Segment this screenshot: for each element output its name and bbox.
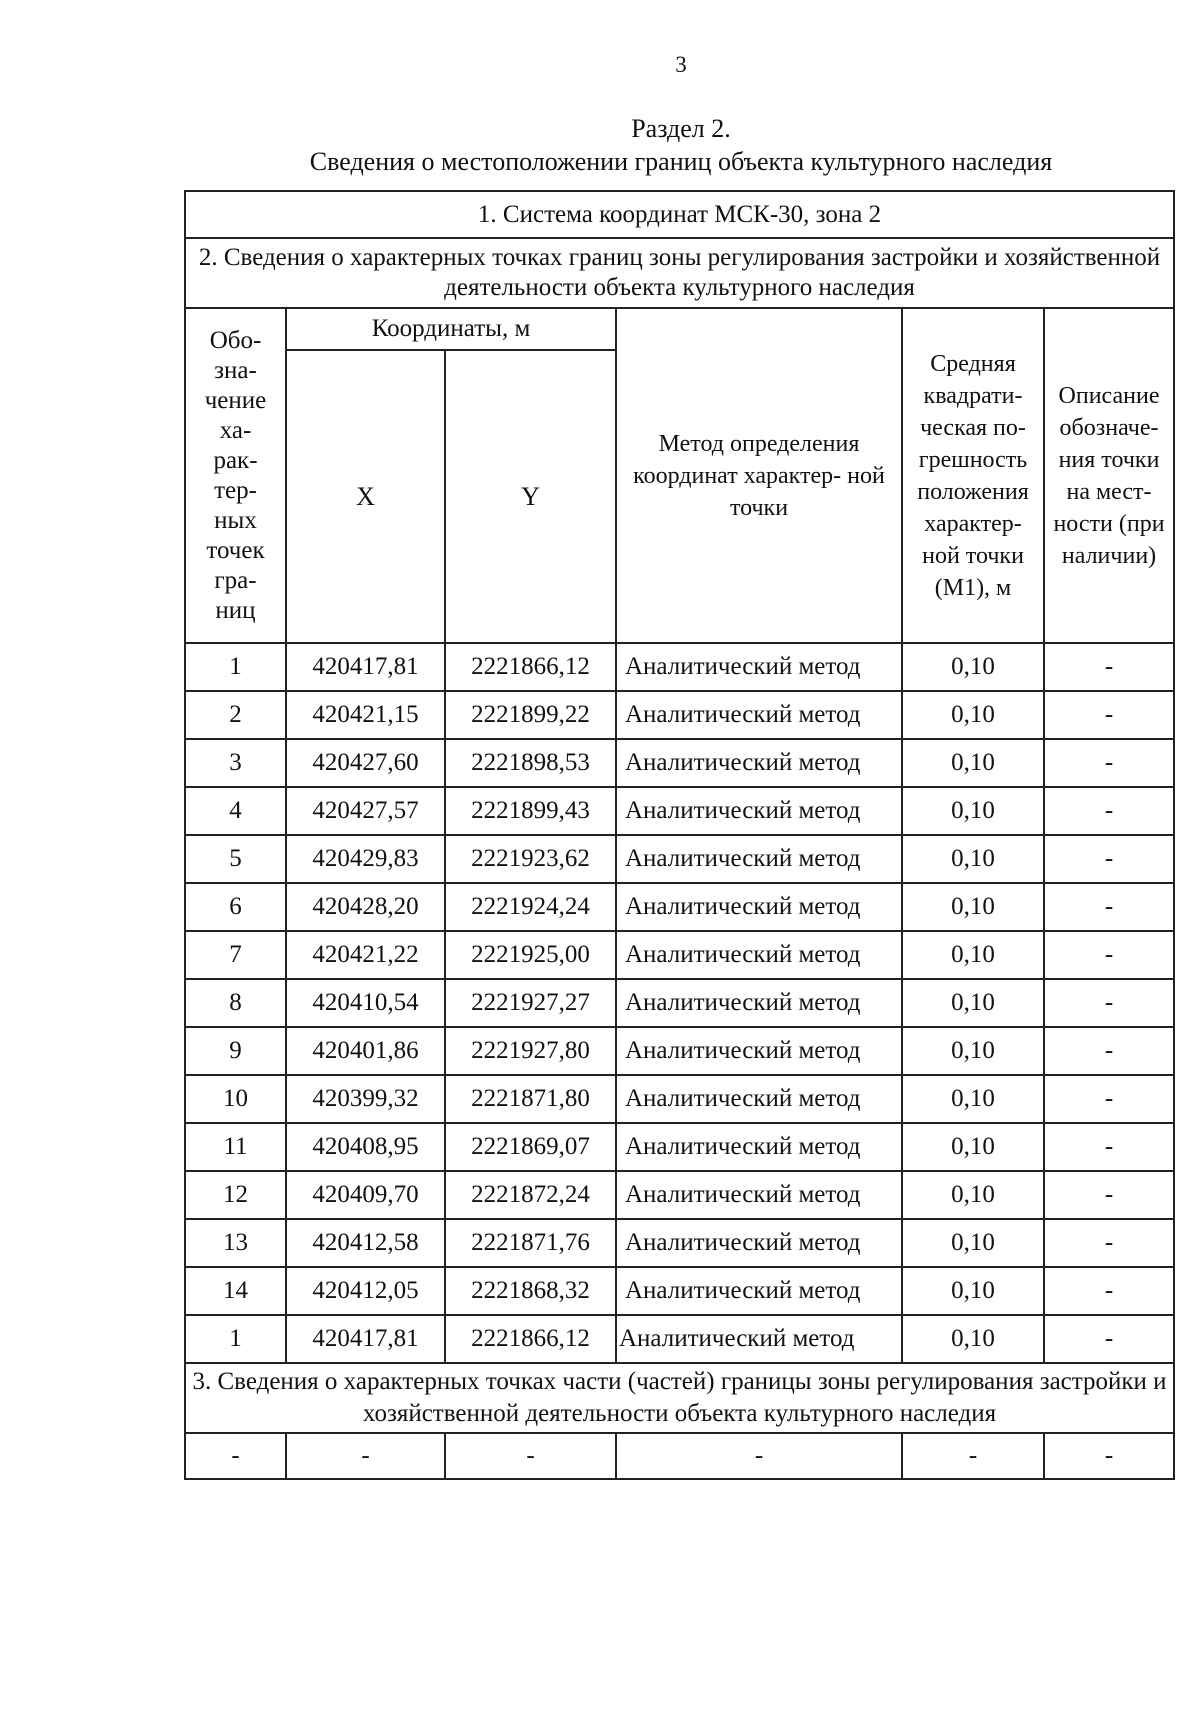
table-row bbox=[185, 1171, 1174, 1219]
coord-system-cell: 1. Система координат МСК-30, зона 2 bbox=[185, 191, 1174, 238]
empty-cell: - bbox=[616, 1433, 902, 1479]
section-title: Раздел 2. bbox=[631, 114, 731, 143]
error-cell: 0,10 bbox=[902, 643, 1044, 691]
header-method: Метод определения координат характер- ной точки bbox=[616, 308, 902, 643]
method-cell: Аналитический метод bbox=[616, 787, 902, 835]
y-coordinate-cell: 2221925,00 bbox=[445, 931, 616, 979]
page-number: 3 bbox=[675, 52, 687, 77]
point-number-cell: 1 bbox=[185, 1315, 286, 1363]
x-coordinate-cell: 420427,60 bbox=[286, 739, 445, 787]
error-cell: 0,10 bbox=[902, 1315, 1044, 1363]
description-cell: - bbox=[1044, 787, 1174, 835]
y-coordinate-cell: 2221923,62 bbox=[445, 835, 616, 883]
error-cell: 0,10 bbox=[902, 1027, 1044, 1075]
method-cell: Аналитический метод bbox=[616, 643, 902, 691]
description-cell: - bbox=[1044, 1171, 1174, 1219]
table-row bbox=[185, 883, 1174, 931]
empty-cell: - bbox=[445, 1433, 616, 1479]
error-cell: 0,10 bbox=[902, 739, 1044, 787]
description-cell: - bbox=[1044, 931, 1174, 979]
x-coordinate-cell: 420410,54 bbox=[286, 979, 445, 1027]
x-coordinate-cell: 420412,58 bbox=[286, 1219, 445, 1267]
error-cell: 0,10 bbox=[902, 1075, 1044, 1123]
point-number-cell: 9 bbox=[185, 1027, 286, 1075]
method-cell: Аналитический метод bbox=[616, 1171, 902, 1219]
description-cell: - bbox=[1044, 979, 1174, 1027]
point-number-cell: 5 bbox=[185, 835, 286, 883]
header-coordinates: Координаты, м bbox=[286, 308, 616, 350]
x-coordinate-cell: 420421,22 bbox=[286, 931, 445, 979]
table-row bbox=[185, 787, 1174, 835]
y-coordinate-cell: 2221866,12 bbox=[445, 643, 616, 691]
y-coordinate-cell: 2221869,07 bbox=[445, 1123, 616, 1171]
method-cell: Аналитический метод bbox=[616, 1267, 902, 1315]
y-coordinate-cell: 2221899,43 bbox=[445, 787, 616, 835]
header-description: Описание обозначе- ния точки на мест- ности (при наличии) bbox=[1044, 308, 1174, 643]
point-number-cell: 6 bbox=[185, 883, 286, 931]
y-coordinate-cell: 2221924,24 bbox=[445, 883, 616, 931]
empty-cell: - bbox=[902, 1433, 1044, 1479]
table-row bbox=[185, 1315, 1174, 1363]
y-coordinate-cell: 2221868,32 bbox=[445, 1267, 616, 1315]
point-number-cell: 10 bbox=[185, 1075, 286, 1123]
table-row bbox=[185, 979, 1174, 1027]
table-row bbox=[185, 739, 1174, 787]
error-cell: 0,10 bbox=[902, 1171, 1044, 1219]
method-cell: Аналитический метод bbox=[616, 1219, 902, 1267]
header-point-designation bbox=[185, 308, 286, 643]
x-coordinate-cell: 420417,81 bbox=[286, 1315, 445, 1363]
table-row bbox=[185, 931, 1174, 979]
method-cell: Аналитический метод bbox=[616, 931, 902, 979]
description-cell: - bbox=[1044, 1267, 1174, 1315]
error-cell: 0,10 bbox=[902, 835, 1044, 883]
point-number-cell: 12 bbox=[185, 1171, 286, 1219]
method-cell: Аналитический метод bbox=[616, 1075, 902, 1123]
table-row bbox=[185, 643, 1174, 691]
header-error: Средняя квадрати- ческая по- грешность положения характер- ной точки (М1), м bbox=[902, 308, 1044, 643]
table-row bbox=[185, 1027, 1174, 1075]
block2-title-cell: 2. Сведения о характерных точках границ зоны регулирования застройки и хозяйственной деятельности объекта культурного наследия bbox=[185, 238, 1174, 308]
header-x: X bbox=[286, 350, 445, 643]
table-row bbox=[185, 691, 1174, 739]
table-row bbox=[185, 835, 1174, 883]
description-cell: - bbox=[1044, 1027, 1174, 1075]
x-coordinate-cell: 420421,15 bbox=[286, 691, 445, 739]
empty-cell: - bbox=[286, 1433, 445, 1479]
y-coordinate-cell: 2221872,24 bbox=[445, 1171, 616, 1219]
description-cell: - bbox=[1044, 883, 1174, 931]
method-cell: Аналитический метод bbox=[616, 835, 902, 883]
point-number-cell: 1 bbox=[185, 643, 286, 691]
error-cell: 0,10 bbox=[902, 979, 1044, 1027]
method-cell: Аналитический метод bbox=[616, 739, 902, 787]
coordinates-table bbox=[184, 190, 1175, 1480]
description-cell: - bbox=[1044, 643, 1174, 691]
y-coordinate-cell: 2221898,53 bbox=[445, 739, 616, 787]
x-coordinate-cell: 420408,95 bbox=[286, 1123, 445, 1171]
description-cell: - bbox=[1044, 1123, 1174, 1171]
method-cell: Аналитический метод bbox=[616, 1123, 902, 1171]
method-cell: Аналитический метод bbox=[616, 979, 902, 1027]
table-row bbox=[185, 1267, 1174, 1315]
point-number-cell: 11 bbox=[185, 1123, 286, 1171]
x-coordinate-cell: 420412,05 bbox=[286, 1267, 445, 1315]
point-number-cell: 2 bbox=[185, 691, 286, 739]
x-coordinate-cell: 420427,57 bbox=[286, 787, 445, 835]
empty-cell: - bbox=[185, 1433, 286, 1479]
header-y: Y bbox=[445, 350, 616, 643]
x-coordinate-cell: 420417,81 bbox=[286, 643, 445, 691]
description-cell: - bbox=[1044, 1075, 1174, 1123]
y-coordinate-cell: 2221899,22 bbox=[445, 691, 616, 739]
error-cell: 0,10 bbox=[902, 1219, 1044, 1267]
error-cell: 0,10 bbox=[902, 883, 1044, 931]
empty-cell: - bbox=[1044, 1433, 1174, 1479]
error-cell: 0,10 bbox=[902, 1267, 1044, 1315]
y-coordinate-cell: 2221927,80 bbox=[445, 1027, 616, 1075]
point-number-cell: 13 bbox=[185, 1219, 286, 1267]
y-coordinate-cell: 2221927,27 bbox=[445, 979, 616, 1027]
point-number-cell: 7 bbox=[185, 931, 286, 979]
description-cell: - bbox=[1044, 739, 1174, 787]
error-cell: 0,10 bbox=[902, 1123, 1044, 1171]
method-cell: Аналитический метод bbox=[616, 883, 902, 931]
point-number-cell: 4 bbox=[185, 787, 286, 835]
method-cell: Аналитический метод bbox=[616, 1315, 902, 1363]
x-coordinate-cell: 420429,83 bbox=[286, 835, 445, 883]
x-coordinate-cell: 420428,20 bbox=[286, 883, 445, 931]
y-coordinate-cell: 2221871,76 bbox=[445, 1219, 616, 1267]
table-row bbox=[185, 1219, 1174, 1267]
header-point-text: Обо- зна- чение ха- рак- тер- ных точек гра- ниц bbox=[204, 326, 267, 624]
y-coordinate-cell: 2221866,12 bbox=[445, 1315, 616, 1363]
description-cell: - bbox=[1044, 691, 1174, 739]
description-cell: - bbox=[1044, 1315, 1174, 1363]
error-cell: 0,10 bbox=[902, 931, 1044, 979]
empty-row bbox=[185, 1433, 1174, 1479]
x-coordinate-cell: 420409,70 bbox=[286, 1171, 445, 1219]
error-cell: 0,10 bbox=[902, 691, 1044, 739]
point-number-cell: 14 bbox=[185, 1267, 286, 1315]
x-coordinate-cell: 420399,32 bbox=[286, 1075, 445, 1123]
table-row bbox=[185, 1123, 1174, 1171]
error-cell: 0,10 bbox=[902, 787, 1044, 835]
method-cell: Аналитический метод bbox=[616, 1027, 902, 1075]
block3-title-cell: 3. Сведения о характерных точках части (частей) границы зоны регулирования застройки и хозяйственной деятельности объекта культурного наследия bbox=[185, 1363, 1174, 1433]
section-subtitle: Сведения о местоположении границ объекта культурного наследия bbox=[309, 147, 1053, 176]
point-number-cell: 8 bbox=[185, 979, 286, 1027]
method-cell: Аналитический метод bbox=[616, 691, 902, 739]
x-coordinate-cell: 420401,86 bbox=[286, 1027, 445, 1075]
description-cell: - bbox=[1044, 835, 1174, 883]
table-row bbox=[185, 1075, 1174, 1123]
description-cell: - bbox=[1044, 1219, 1174, 1267]
point-number-cell: 3 bbox=[185, 739, 286, 787]
y-coordinate-cell: 2221871,80 bbox=[445, 1075, 616, 1123]
